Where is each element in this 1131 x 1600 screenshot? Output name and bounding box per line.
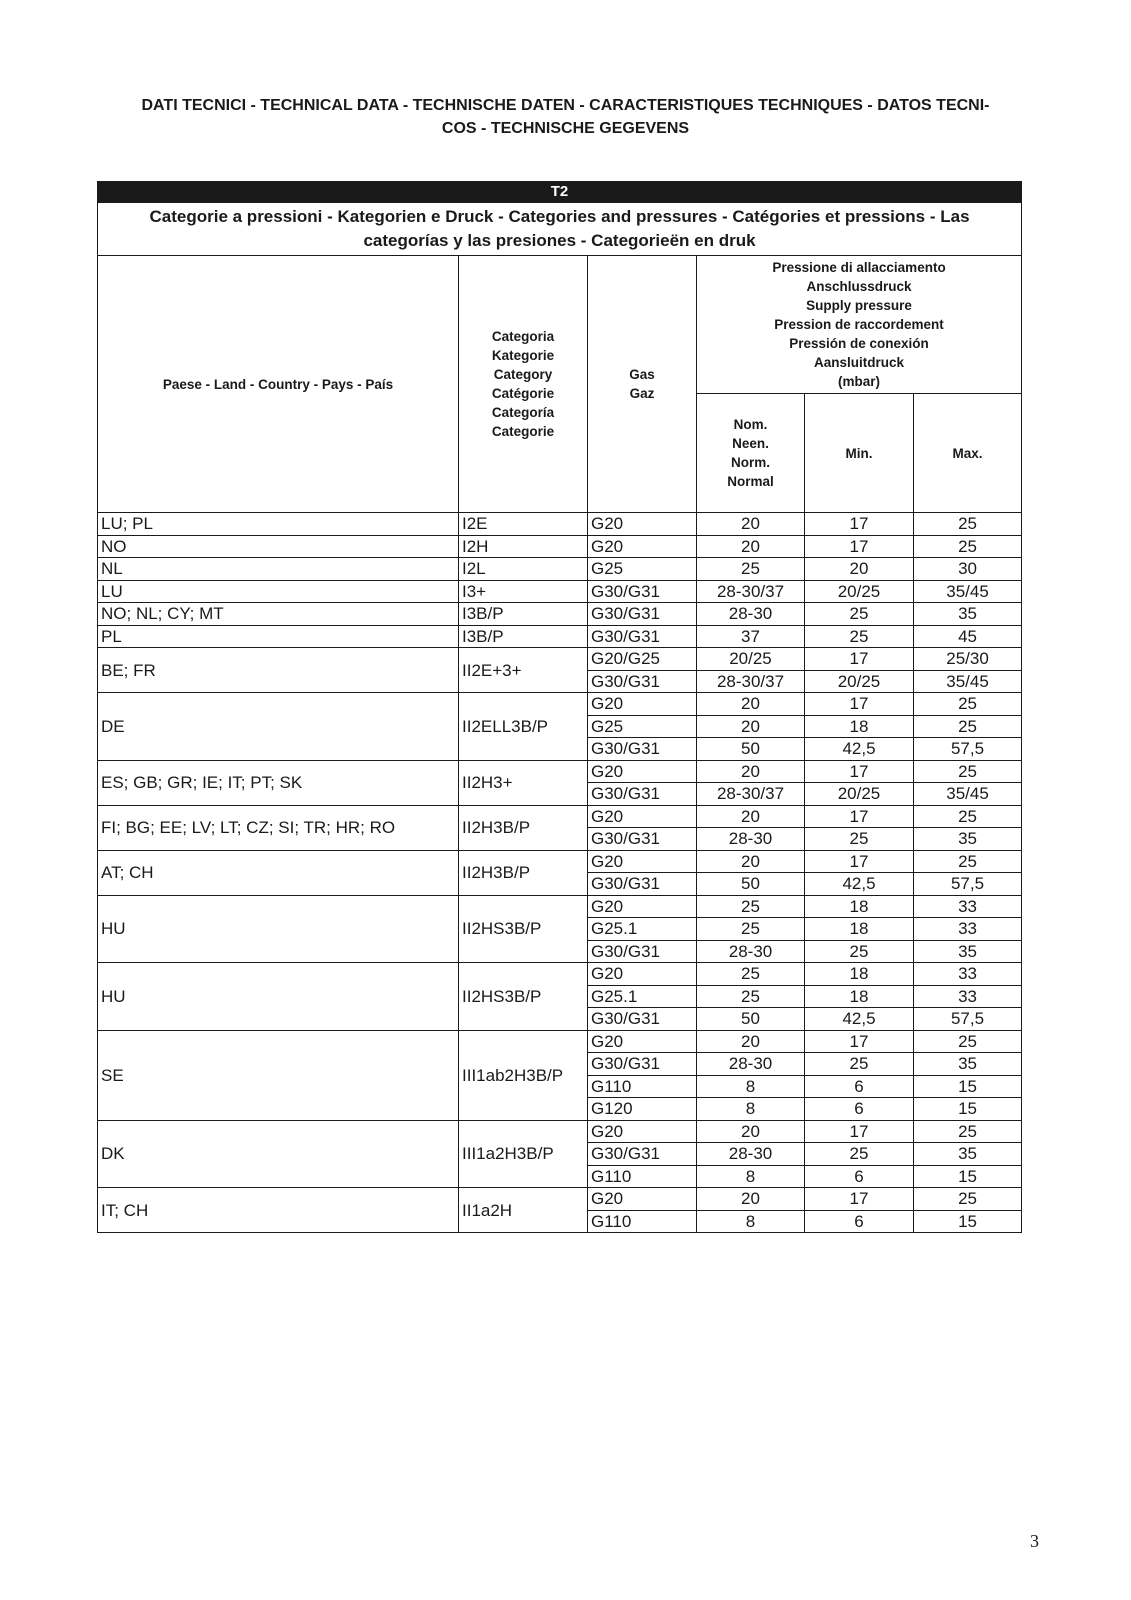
cell-country: SE	[98, 1030, 459, 1120]
cell-category: I3B/P	[459, 603, 588, 626]
cell-country: HU	[98, 963, 459, 1031]
cell-max: 35	[914, 940, 1022, 963]
cell-min: 17	[805, 513, 914, 536]
cell-gas: G20	[588, 963, 697, 986]
cell-gas: G110	[588, 1075, 697, 1098]
cell-category: II2E+3+	[459, 648, 588, 693]
cell-min: 17	[805, 805, 914, 828]
cell-max: 25	[914, 715, 1022, 738]
cell-category: II2HS3B/P	[459, 895, 588, 963]
cell-gas: G30/G31	[588, 828, 697, 851]
cell-nom: 8	[697, 1075, 805, 1098]
cell-gas: G20	[588, 1030, 697, 1053]
cell-nom: 8	[697, 1210, 805, 1233]
cell-min: 42,5	[805, 738, 914, 761]
table-row	[98, 558, 1022, 581]
cell-max: 15	[914, 1165, 1022, 1188]
cell-country: DK	[98, 1120, 459, 1188]
cell-nom: 28-30/37	[697, 783, 805, 806]
cell-nom: 25	[697, 558, 805, 581]
cell-nom: 25	[697, 963, 805, 986]
cell-nom: 28-30	[697, 1143, 805, 1166]
cell-min: 25	[805, 828, 914, 851]
cell-max: 25	[914, 513, 1022, 536]
cell-country: ES; GB; GR; IE; IT; PT; SK	[98, 760, 459, 805]
cell-nom: 20	[697, 1188, 805, 1211]
cell-min: 25	[805, 1053, 914, 1076]
cell-max: 35/45	[914, 580, 1022, 603]
cell-gas: G25	[588, 715, 697, 738]
cell-gas: G30/G31	[588, 580, 697, 603]
cell-min: 25	[805, 1143, 914, 1166]
cell-country: NL	[98, 558, 459, 581]
cell-min: 6	[805, 1075, 914, 1098]
table-row	[98, 625, 1022, 648]
cell-nom: 28-30/37	[697, 580, 805, 603]
cell-nom: 28-30	[697, 828, 805, 851]
header-supply-pressure: Pressione di allacciamento Anschlussdruck Supply pressure Pression de raccordement Pressión de conexión Aansluitdruck (mbar)	[697, 256, 1022, 394]
cell-nom: 50	[697, 738, 805, 761]
cell-gas: G20	[588, 760, 697, 783]
header-country: Paese - Land - Country - Pays - País	[98, 256, 459, 513]
header-gas: Gas Gaz	[588, 256, 697, 513]
table-row	[98, 535, 1022, 558]
cell-nom: 20	[697, 715, 805, 738]
cell-gas: G30/G31	[588, 738, 697, 761]
table-subtitle-line-1: Categorie a pressioni - Kategorien e Druck - Categories and pressures - Catégories et pressions - Las	[149, 207, 970, 226]
page-title-line-2: COS - TECHNISCHE GEGEVENS	[441, 120, 690, 137]
cell-nom: 25	[697, 895, 805, 918]
header-nominal: Nom. Neen. Norm. Normal	[697, 394, 805, 513]
cell-category: I2E	[459, 513, 588, 536]
cell-country: LU	[98, 580, 459, 603]
cell-max: 25	[914, 760, 1022, 783]
cell-min: 18	[805, 985, 914, 1008]
cell-nom: 28-30	[697, 603, 805, 626]
cell-category: II2H3+	[459, 760, 588, 805]
cell-gas: G30/G31	[588, 1053, 697, 1076]
table-row	[98, 603, 1022, 626]
cell-gas: G20	[588, 1188, 697, 1211]
cell-min: 20	[805, 558, 914, 581]
cell-country: BE; FR	[98, 648, 459, 693]
cell-min: 17	[805, 535, 914, 558]
header-min: Min.	[805, 394, 914, 513]
cell-category: II2H3B/P	[459, 850, 588, 895]
cell-gas: G30/G31	[588, 670, 697, 693]
cell-country: IT; CH	[98, 1188, 459, 1233]
cell-nom: 8	[697, 1098, 805, 1121]
cell-max: 15	[914, 1210, 1022, 1233]
cell-max: 35	[914, 1143, 1022, 1166]
cell-max: 25	[914, 1120, 1022, 1143]
table-body	[98, 513, 1022, 1233]
cell-min: 17	[805, 648, 914, 671]
cell-nom: 25	[697, 918, 805, 941]
cell-min: 20/25	[805, 783, 914, 806]
cell-gas: G30/G31	[588, 603, 697, 626]
cell-min: 25	[805, 603, 914, 626]
table-row	[98, 760, 1022, 783]
cell-min: 42,5	[805, 873, 914, 896]
cell-max: 25	[914, 693, 1022, 716]
cell-gas: G30/G31	[588, 1008, 697, 1031]
cell-min: 17	[805, 1188, 914, 1211]
cell-category: II2H3B/P	[459, 805, 588, 850]
cell-nom: 25	[697, 985, 805, 1008]
cell-nom: 20	[697, 1030, 805, 1053]
cell-max: 25	[914, 805, 1022, 828]
header-category: Categoria Kategorie Category Catégorie Categoría Categorie	[459, 256, 588, 513]
cell-nom: 8	[697, 1165, 805, 1188]
cell-max: 35	[914, 828, 1022, 851]
cell-country: PL	[98, 625, 459, 648]
cell-max: 25	[914, 535, 1022, 558]
cell-gas: G20	[588, 535, 697, 558]
cell-gas: G110	[588, 1210, 697, 1233]
cell-gas: G20/G25	[588, 648, 697, 671]
cell-max: 57,5	[914, 1008, 1022, 1031]
cell-max: 33	[914, 918, 1022, 941]
cell-max: 15	[914, 1098, 1022, 1121]
cell-max: 45	[914, 625, 1022, 648]
cell-min: 25	[805, 940, 914, 963]
cell-gas: G110	[588, 1165, 697, 1188]
cell-gas: G30/G31	[588, 1143, 697, 1166]
cell-category: III1ab2H3B/P	[459, 1030, 588, 1120]
table-subtitle-line-2: categorías y las presiones - Categorieën en druk	[363, 231, 756, 250]
cell-min: 20/25	[805, 580, 914, 603]
table-row	[98, 963, 1022, 986]
cell-nom: 20	[697, 850, 805, 873]
cell-nom: 20	[697, 513, 805, 536]
cell-gas: G20	[588, 850, 697, 873]
cell-max: 25	[914, 1030, 1022, 1053]
cell-gas: G20	[588, 513, 697, 536]
cell-nom: 20/25	[697, 648, 805, 671]
table-subtitle	[98, 203, 1022, 256]
cell-nom: 28-30	[697, 1053, 805, 1076]
cell-max: 57,5	[914, 738, 1022, 761]
cell-gas: G30/G31	[588, 783, 697, 806]
cell-max: 25/30	[914, 648, 1022, 671]
cell-min: 25	[805, 625, 914, 648]
cell-nom: 50	[697, 1008, 805, 1031]
table-row	[98, 895, 1022, 918]
cell-gas: G120	[588, 1098, 697, 1121]
table-row	[98, 648, 1022, 671]
table-row	[98, 513, 1022, 536]
cell-min: 6	[805, 1165, 914, 1188]
cell-category: II2ELL3B/P	[459, 693, 588, 761]
table-row	[98, 1030, 1022, 1053]
cell-gas: G20	[588, 1120, 697, 1143]
cell-max: 33	[914, 895, 1022, 918]
cell-min: 17	[805, 1030, 914, 1053]
cell-max: 25	[914, 850, 1022, 873]
cell-country: LU; PL	[98, 513, 459, 536]
cell-category: I3B/P	[459, 625, 588, 648]
cell-min: 20/25	[805, 670, 914, 693]
cell-max: 35/45	[914, 783, 1022, 806]
cell-min: 6	[805, 1098, 914, 1121]
cell-min: 17	[805, 760, 914, 783]
cell-country: NO	[98, 535, 459, 558]
cell-min: 42,5	[805, 1008, 914, 1031]
cell-gas: G30/G31	[588, 873, 697, 896]
cell-min: 18	[805, 918, 914, 941]
cell-country: NO; NL; CY; MT	[98, 603, 459, 626]
header-max: Max.	[914, 394, 1022, 513]
cell-nom: 28-30	[697, 940, 805, 963]
cell-max: 35	[914, 1053, 1022, 1076]
cell-max: 25	[914, 1188, 1022, 1211]
cell-max: 33	[914, 963, 1022, 986]
page-title-line-1: DATI TECNICI - TECHNICAL DATA - TECHNISCHE DATEN - CARACTERISTIQUES TECHNIQUES - DATOS TECNI-	[141, 97, 990, 114]
cell-max: 15	[914, 1075, 1022, 1098]
table-row	[98, 850, 1022, 873]
cell-category: III1a2H3B/P	[459, 1120, 588, 1188]
cell-gas: G25.1	[588, 918, 697, 941]
cell-category: I2L	[459, 558, 588, 581]
cell-max: 30	[914, 558, 1022, 581]
cell-country: FI; BG; EE; LV; LT; CZ; SI; TR; HR; RO	[98, 805, 459, 850]
table-row	[98, 693, 1022, 716]
cell-min: 6	[805, 1210, 914, 1233]
cell-country: DE	[98, 693, 459, 761]
cell-country: HU	[98, 895, 459, 963]
cell-nom: 20	[697, 760, 805, 783]
page-title	[80, 94, 1051, 140]
cell-nom: 20	[697, 535, 805, 558]
cell-max: 33	[914, 985, 1022, 1008]
cell-gas: G20	[588, 805, 697, 828]
table-row	[98, 1188, 1022, 1211]
cell-min: 18	[805, 715, 914, 738]
cell-category: II2HS3B/P	[459, 963, 588, 1031]
cell-min: 17	[805, 693, 914, 716]
cell-gas: G30/G31	[588, 940, 697, 963]
cell-category: I2H	[459, 535, 588, 558]
cell-nom: 50	[697, 873, 805, 896]
cell-min: 17	[805, 1120, 914, 1143]
cell-category: I3+	[459, 580, 588, 603]
cell-gas: G25	[588, 558, 697, 581]
cell-nom: 28-30/37	[697, 670, 805, 693]
cell-category: II1a2H	[459, 1188, 588, 1233]
table-row	[98, 805, 1022, 828]
cell-min: 18	[805, 895, 914, 918]
cell-max: 35	[914, 603, 1022, 626]
table-row	[98, 580, 1022, 603]
cell-gas: G20	[588, 693, 697, 716]
table-code: T2	[98, 182, 1022, 203]
cell-nom: 20	[697, 805, 805, 828]
cell-max: 35/45	[914, 670, 1022, 693]
cell-nom: 20	[697, 1120, 805, 1143]
cell-gas: G25.1	[588, 985, 697, 1008]
cell-min: 17	[805, 850, 914, 873]
cell-gas: G30/G31	[588, 625, 697, 648]
cell-country: AT; CH	[98, 850, 459, 895]
cell-gas: G20	[588, 895, 697, 918]
table-row	[98, 1120, 1022, 1143]
page-number: 3	[1030, 1531, 1039, 1551]
cell-max: 57,5	[914, 873, 1022, 896]
gas-categories-table	[97, 181, 1022, 1233]
cell-min: 18	[805, 963, 914, 986]
cell-nom: 37	[697, 625, 805, 648]
cell-nom: 20	[697, 693, 805, 716]
